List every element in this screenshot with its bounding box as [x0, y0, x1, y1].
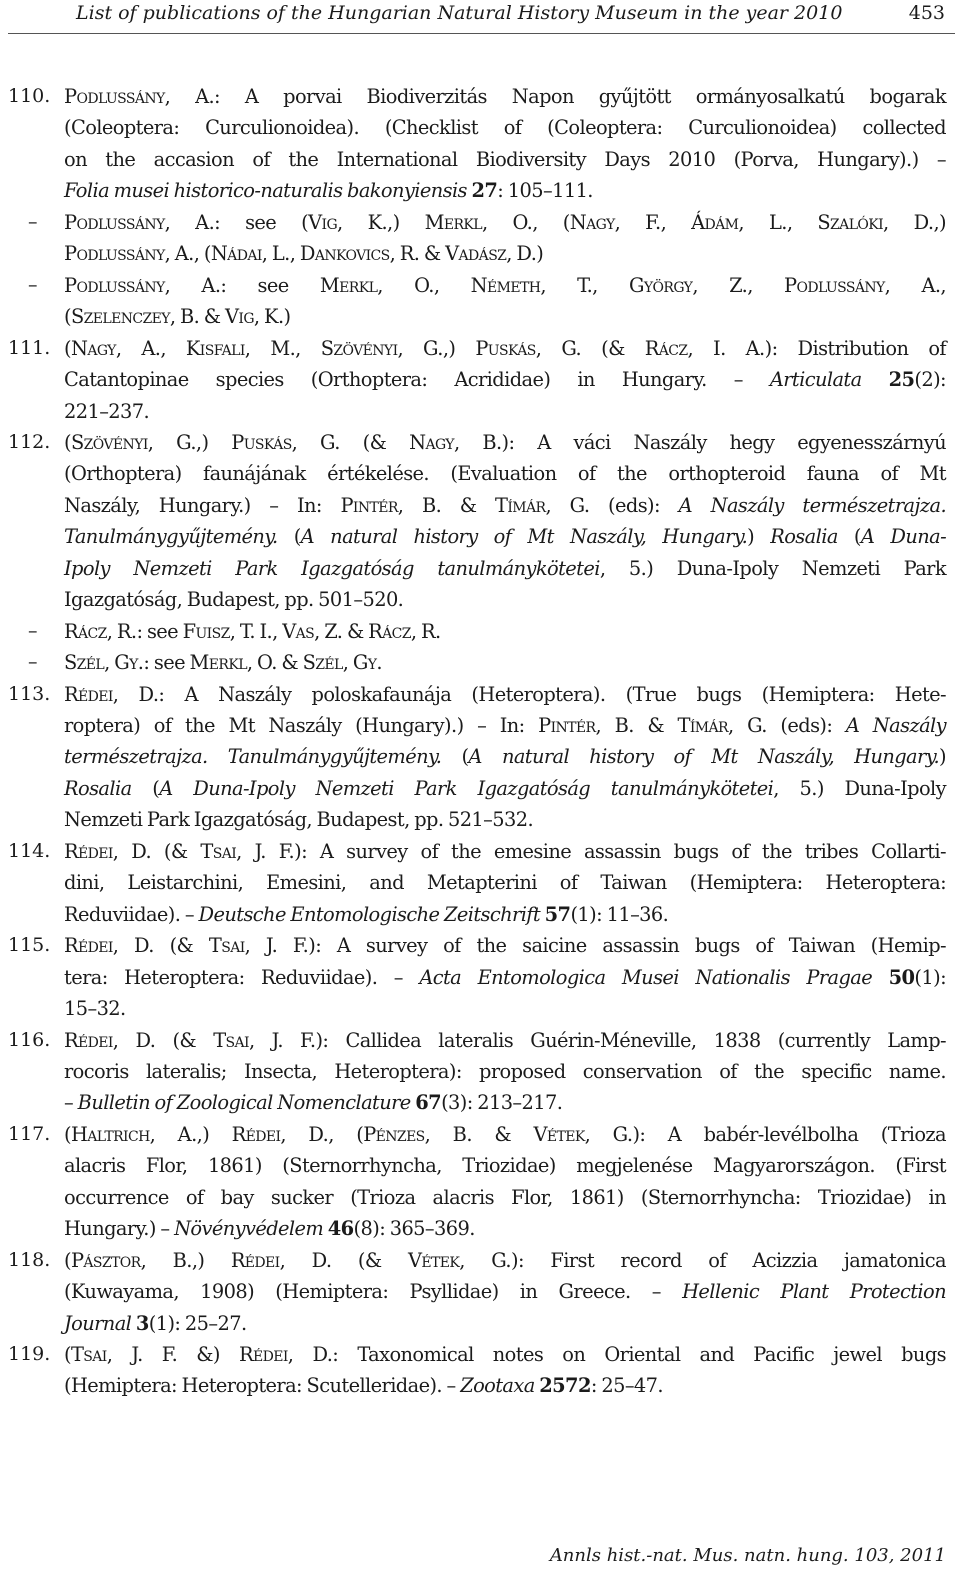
entry-number: 115. [8, 934, 51, 957]
entry-number: 117. [8, 1122, 51, 1145]
page-number: 453 [908, 2, 945, 24]
entry-line: rocoris lateralis; Insecta, Heteroptera): proposed conservation of the specific name. [64, 1059, 946, 1083]
entry-line: Podlussány, A., (Nádai, L., Dankovics, R. & Vadász, D.) [64, 242, 544, 266]
entry-number: 114. [8, 839, 51, 862]
entry-line: Tanulmánygyűjtemény. (A natural history of Mt Naszály, Hungary.) Rosalia (A Duna- [64, 525, 947, 549]
entry-number: 112. [8, 430, 51, 453]
entry-line: természetrajza. Tanulmánygyűjtemény. (A natural history of Mt Naszály, Hungary.) [64, 745, 946, 769]
entry-line: Rácz, R.: see Fuisz, T. I., Vas, Z. & Rácz, R. [64, 619, 441, 643]
entry-line: Podlussány, A.: A porvai Biodiverzitás Napon gyűjtött ormányosalkatú bogarak [64, 85, 946, 108]
entry-line: Szél, Gy.: see Merkl, O. & Szél, Gy. [64, 651, 382, 675]
entry-dash: – [28, 651, 38, 674]
entry-line: Rédei, D.: A Naszály poloskafaunája (Heteroptera). (True bugs (Hemiptera: Hete- [64, 682, 946, 706]
entry-line: Podlussány, A.: see Merkl, O., Németh, T., György, Z., Podlussány, A., [64, 273, 946, 297]
entry-line: Reduviidae). – Deutsche Entomologische Zeitschrift 57(1): 11–36. [64, 902, 669, 926]
running-title: List of publications of the Hungarian Natural History Museum in the year 2010 [76, 2, 843, 24]
entry-line: Rédei, D. (& Tsai, J. F.): Callidea lateralis Guérin-Méneville, 1838 (currently Lamp- [64, 1028, 946, 1052]
entry-line: tera: Heteroptera: Reduviidae). – Acta Entomologica Musei Nationalis Pragae 50(1): [64, 965, 947, 989]
entry-number: 119. [8, 1343, 51, 1365]
entry-line: Folia musei historico-naturalis bakonyiensis 27: 105–111. [64, 179, 593, 203]
journal-footer: Annls hist.-nat. Mus. natn. hung. 103, 2011 [549, 1545, 946, 1566]
entry-line: Rédei, D. (& Tsai, J. F.): A survey of the emesine assassin bugs of the tribes Collarti- [64, 839, 946, 863]
entry-line: Igazgatóság, Budapest, pp. 501–520. [64, 588, 404, 612]
entry-line: Hungary.) – Növényvédelem 46(8): 365–369. [64, 1217, 475, 1241]
entry-line: (Coleoptera: Curculionoidea). (Checklist of (Coleoptera: Curculionoidea) collected [64, 116, 946, 140]
entry-line: (Tsai, J. F. &) Rédei, D.: Taxonomical notes on Oriental and Pacific jewel bugs [64, 1343, 946, 1366]
entry-dash: – [28, 619, 38, 642]
entry-line: 221–237. [64, 399, 150, 423]
entry-line: Catantopinae species (Orthoptera: Acrididae) in Hungary. – Articulata 25(2): [64, 368, 946, 392]
entry-line: (Kuwayama, 1908) (Hemiptera: Psyllidae) in Greece. – Hellenic Plant Protection [64, 1280, 946, 1304]
entry-line: (Orthoptera) faunájának értékelése. (Evaluation of the orthopteroid fauna of Mt [64, 462, 946, 486]
entry-line: – Bulletin of Zoological Nomenclature 67(3): 213–217. [64, 1091, 563, 1115]
entry-line: occurrence of bay sucker (Trioza alacris Flor, 1861) (Sternorrhyncha: Triozidae) in [64, 1185, 946, 1209]
entry-line: roptera) of the Mt Naszály (Hungary).) – In: Pintér, B. & Tímár, G. (eds): A Naszály [64, 714, 947, 737]
entry-line: Rosalia (A Duna-Ipoly Nemzeti Park Igazgatóság tanulmánykötetei, 5.) Duna-Ipoly [64, 776, 946, 800]
entry-line: Rédei, D. (& Tsai, J. F.): A survey of the saicine assassin bugs of Taiwan (Hemip- [64, 934, 946, 958]
entry-line: (Hemiptera: Heteroptera: Scutelleridae). – Zootaxa 2572: 25–47. [64, 1374, 663, 1398]
entry-line: Nemzeti Park Igazgatóság, Budapest, pp. 521–532. [64, 808, 534, 832]
entry-line: (Pásztor, B.,) Rédei, D. (& Vétek, G.): First record of Acizzia jamatonica [64, 1248, 946, 1272]
entry-number: 113. [8, 682, 51, 705]
entry-dash: – [28, 273, 38, 296]
running-header [8, 0, 955, 34]
entry-number: 110. [8, 85, 51, 107]
entry-line: (Nagy, A., Kisfali, M., Szövényi, G.,) Puskás, G. (& Rácz, I. A.): Distribution of [64, 336, 946, 360]
entry-line: (Szelenczey, B. & Vig, K.) [64, 305, 291, 329]
entry-line: Journal 3(1): 25–27. [64, 1311, 247, 1335]
entry-line: on the accasion of the International Biodiversity Days 2010 (Porva, Hungary).) – [64, 147, 946, 171]
entry-line: dini, Leistarchini, Emesini, and Metapterini of Taiwan (Hemiptera: Heteroptera: [64, 871, 946, 895]
entry-line: Naszály, Hungary.) – In: Pintér, B. & Tímár, G. (eds): A Naszály természetrajza. [64, 493, 947, 517]
entry-line: (Haltrich, A.,) Rédei, D., (Pénzes, B. & Vétek, G.): A babér-levélbolha (Trioza [64, 1122, 947, 1146]
entry-line: 15–32. [64, 997, 126, 1021]
entry-dash: – [28, 210, 38, 233]
entry-number: 111. [8, 336, 51, 359]
entry-line: Podlussány, A.: see (Vig, K.,) Merkl, O., (Nagy, F., Ádám, L., Szalóki, D.,) [64, 210, 946, 234]
entry-line: (Szövényi, G.,) Puskás, G. (& Nagy, B.): A váci Naszály hegy egyenesszárnyú [64, 430, 946, 454]
entry-number: 118. [8, 1248, 51, 1271]
entry-line: alacris Flor, 1861) (Sternorrhyncha, Triozidae) megjelenése Magyarországon. (First [64, 1154, 946, 1178]
entry-line: Ipoly Nemzeti Park Igazgatóság tanulmánykötetei, 5.) Duna-Ipoly Nemzeti Park [64, 556, 946, 580]
entry-number: 116. [8, 1028, 51, 1051]
